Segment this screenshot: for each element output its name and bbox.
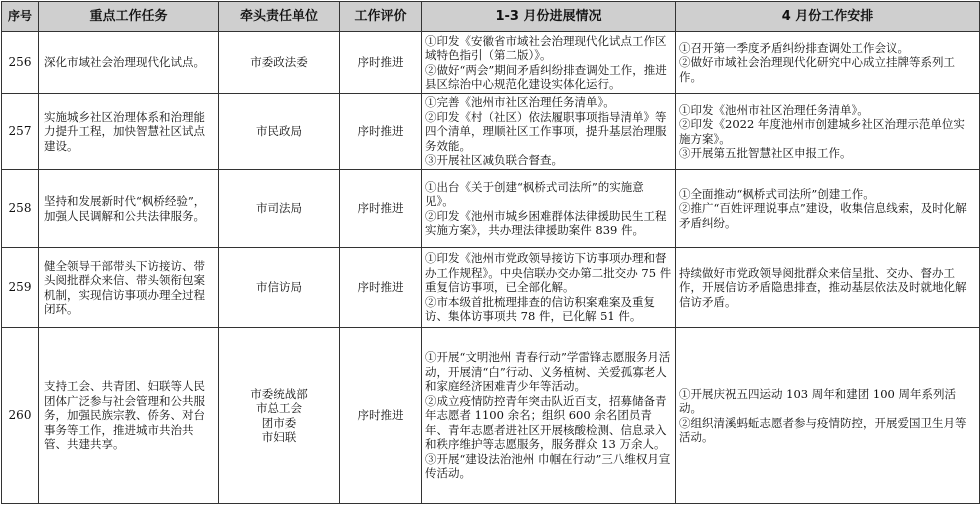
row-eval: 序时推进 [340,328,422,504]
table-row [2,32,980,94]
row-seq: 258 [2,170,39,248]
table-row [2,94,980,170]
row-task: 深化市域社会治理现代化试点。 [39,32,219,94]
row-eval: 序时推进 [340,248,422,328]
row-eval: 序时推进 [340,94,422,170]
header-eval: 工作评价 [340,2,422,32]
header-row [2,2,980,32]
row-progress: ①出台《关于创建“枫桥式司法所”的实施意见》。 ②印发《池州市城乡困难群体法律援助民生工程实施方案》，共办理法律援助案件 839 件。 [422,170,676,248]
row-progress: ①印发《安徽省市域社会治理现代化试点工作区域特色指引（第二版）》。 ②做好“两会”期间矛盾纠纷排查调处工作，推进县区综治中心规范化建设实体化运行。 [422,32,676,94]
row-unit: 市委统战部 市总工会 团市委 市妇联 [219,328,340,504]
work-progress-table [1,1,980,504]
row-seq: 257 [2,94,39,170]
row-seq: 260 [2,328,39,504]
row-task: 坚持和发展新时代“枫桥经验”，加强人民调解和公共法律服务。 [39,170,219,248]
header-plan: 4 月份工作安排 [676,2,980,32]
row-task: 健全领导干部带头下访接访、带头阅批群众来信、带头领衔包案机制，实现信访事项办理全过程闭环。 [39,248,219,328]
row-task: 实施城乡社区治理体系和治理能力提升工程，加快智慧社区试点建设。 [39,94,219,170]
row-task: 支持工会、共青团、妇联等人民团体广泛参与社会管理和公共服务，加强民族宗教、侨务、对台事务等工作，推进城市共治共管、共建共享。 [39,328,219,504]
row-eval: 序时推进 [340,32,422,94]
header-task: 重点工作任务 [39,2,219,32]
row-unit: 市司法局 [219,170,340,248]
row-plan: ①全面推动“枫桥式司法所”创建工作。 ②推广“百姓评理说事点”建设，收集信息线索，及时化解矛盾纠纷。 [676,170,980,248]
table-row [2,248,980,328]
row-eval: 序时推进 [340,170,422,248]
row-plan: 持续做好市党政领导阅批群众来信呈批、交办、督办工作，开展信访矛盾隐患排查，推动基层依法及时就地化解信访矛盾。 [676,248,980,328]
row-seq: 256 [2,32,39,94]
row-plan: ①开展庆祝五四运动 103 周年和建团 100 周年系列活动。 ②组织清溪蚂蚯志愿者参与疫情防控，开展爱国卫生月等活动。 [676,328,980,504]
row-seq: 259 [2,248,39,328]
row-progress: ①印发《池州市党政领导接访下访事项办理和督办工作规程》。中央信联办交办第二批交办 75 件重复信访事项，已全部化解。 ②市本级首批梳理排查的信访积案难案及重复访、集体访事项共 78 件，已化解 51 件。 [422,248,676,328]
row-plan: ①召开第一季度矛盾纠纷排查调处工作会议。 ②做好市域社会治理现代化研究中心成立挂牌等系列工作。 [676,32,980,94]
header-progress: 1-3 月份进展情况 [422,2,676,32]
row-plan: ①印发《池州市社区治理任务清单》。 ②印发《2022 年度池州市创建城乡社区治理示范单位实施方案》。 ③开展第五批智慧社区申报工作。 [676,94,980,170]
row-progress: ①开展“文明池州 青春行动”学雷锋志愿服务月活动，开展清“白”行动、义务植树、关爱孤寡老人和家庭经济困难青少年等活动。 ②成立疫情防控青年突击队近百支，招募储备青年志愿者 1100 余名；组织 600 余名团员青年、青年志愿者进社区开展核酸检测、信息录入和秩序维护等志愿服务，服务群众 13 万余人。 ③开展“建设法治池州 巾帼在行动”三八维权月宣传活动。 [422,328,676,504]
header-unit: 牵头责任单位 [219,2,340,32]
header-seq: 序号 [2,2,39,32]
table-row [2,328,980,504]
table-row [2,170,980,248]
row-unit: 市委政法委 [219,32,340,94]
row-unit: 市信访局 [219,248,340,328]
row-unit: 市民政局 [219,94,340,170]
row-progress: ①完善《池州市社区治理任务清单》。 ②印发《村（社区）依法履职事项指导清单》等四个清单，理顺社区工作事项，提升基层治理服务效能。 ③开展社区减负联合督查。 [422,94,676,170]
